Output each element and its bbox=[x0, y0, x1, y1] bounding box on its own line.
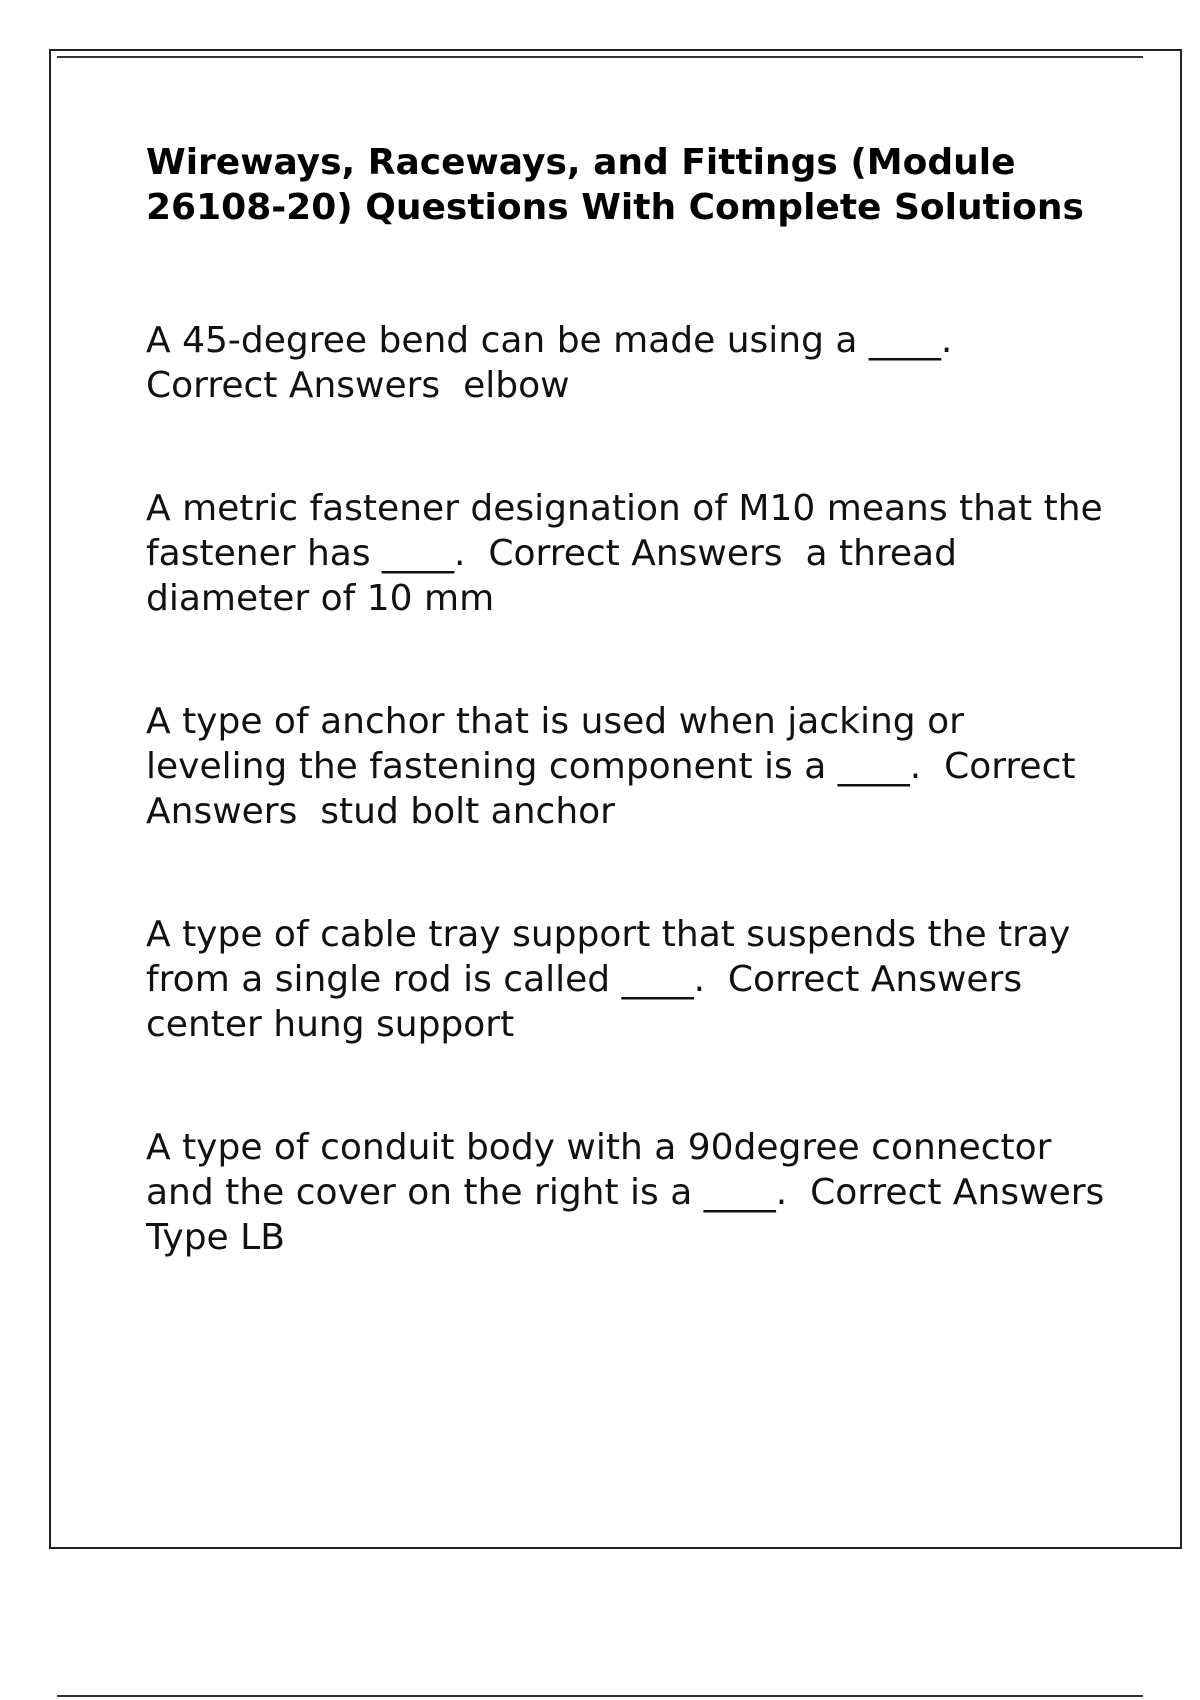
qa-item bbox=[146, 318, 1106, 408]
answer-label: Correct Answers bbox=[810, 1172, 1105, 1213]
question-text: A type of cable tray support that suspends the tray from a single rod is called ____. bbox=[146, 914, 1082, 1000]
qa-item bbox=[146, 1125, 1106, 1260]
question-text: A type of conduit body with a 90degree connector and the cover on the right is a ____. bbox=[146, 1127, 1063, 1213]
document-title: Wireways, Raceways, and Fittings (Module 26108-20) Questions With Complete Solutions bbox=[146, 142, 1084, 228]
answer-text: a thread diameter of 10 mm bbox=[146, 533, 969, 619]
answer-label: Correct Answers bbox=[146, 365, 441, 406]
answer-text: stud bolt anchor bbox=[320, 791, 615, 832]
answer-text: center hung support bbox=[146, 1004, 515, 1045]
answer-text: elbow bbox=[463, 365, 570, 406]
question-text: A metric fastener designation of M10 means that the fastener has ____. bbox=[146, 488, 1115, 574]
qa-item bbox=[146, 486, 1115, 621]
answer-label: Correct Answers bbox=[146, 746, 1087, 832]
qa-item bbox=[146, 912, 1106, 1047]
qa-item bbox=[146, 699, 1106, 834]
question-text: A type of anchor that is used when jacking or leveling the fastening component is a ____. bbox=[146, 701, 976, 787]
answer-label: Correct Answers bbox=[727, 959, 1023, 1000]
question-text: A 45-degree bend can be made using a ____. bbox=[146, 320, 953, 361]
answer-text: Type LB bbox=[146, 1217, 285, 1258]
bottom-rule bbox=[57, 1695, 1143, 1697]
document-content bbox=[146, 140, 1115, 1260]
answer-label: Correct Answers bbox=[488, 533, 783, 574]
qa-list bbox=[146, 318, 1115, 1260]
